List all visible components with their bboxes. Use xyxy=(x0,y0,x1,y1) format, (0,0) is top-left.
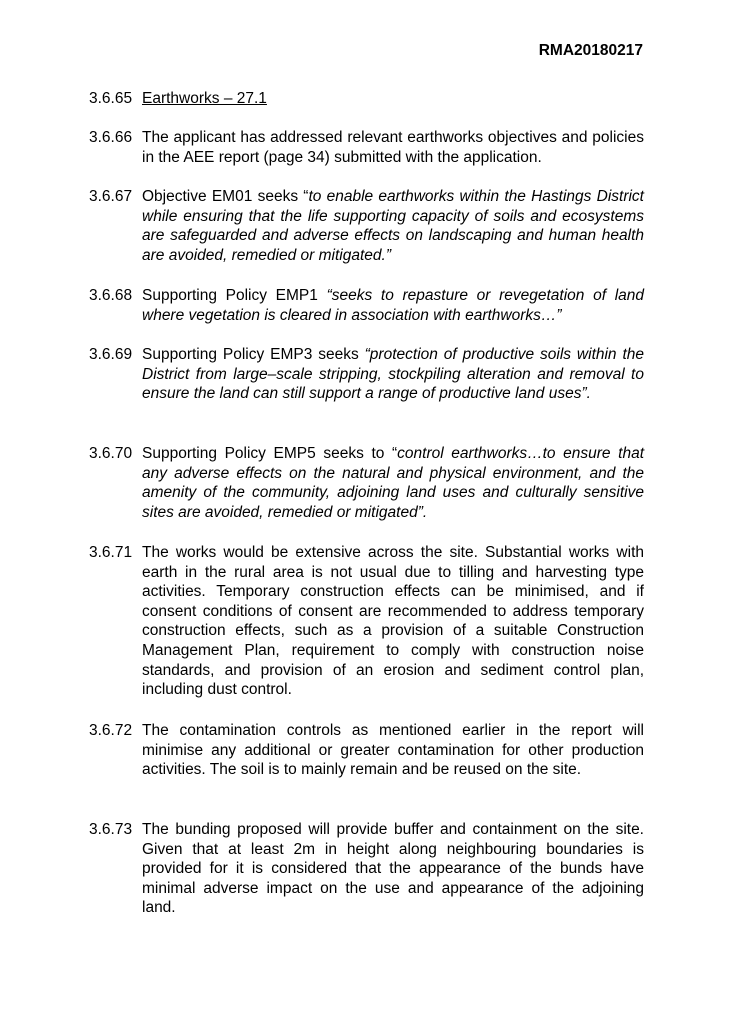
paragraph-number: 3.6.71 xyxy=(89,544,133,561)
paragraph-text: Objective EM01 seeks “ xyxy=(142,188,309,205)
paragraph-text: The bunding proposed will provide buffer and containment on the site. Given that at least 2m in height along neighbouring boundaries is provided for it is considered that the appearance of the bunds have minimal adverse impact on the use and appearance of the adjoining land. xyxy=(142,821,644,917)
paragraph-number: 3.6.70 xyxy=(89,445,133,462)
paragraph-text: Supporting Policy EMP1 xyxy=(142,287,327,304)
section-number: 3.6.65 xyxy=(89,90,133,107)
paragraph xyxy=(89,820,644,918)
paragraph xyxy=(89,345,644,404)
paragraph-text: The applicant has addressed relevant earthworks objectives and policies in the AEE report (page 34) submitted with the application. xyxy=(142,129,644,166)
section-heading xyxy=(89,89,644,109)
paragraph xyxy=(89,444,644,522)
quoted-text: control earthworks…to ensure that any adverse effects on the natural and physical environment, and the amenity of the community, adjoining land uses and culturally sensitive sites are avoided, remedied or mitigated”. xyxy=(142,445,645,521)
paragraph xyxy=(89,721,644,780)
paragraph-text: Supporting Policy EMP5 seeks to “ xyxy=(142,445,398,462)
paragraph-number: 3.6.68 xyxy=(89,287,133,304)
paragraph-number: 3.6.66 xyxy=(89,129,133,146)
paragraph-text: The contamination controls as mentioned earlier in the report will minimise any additional or greater contamination for other production activities. The soil is to mainly remain and be reused on the site. xyxy=(142,722,644,779)
paragraph-text: The works would be extensive across the site. Substantial works with earth in the rural area is not usual due to tilling and harvesting type activities. Temporary construction effects can be minimised, and if consent conditions of consent are recommended to address temporary construction effects, such as a provision of a suitable Construction Management Plan, requirement to comply with construction noise standards, and provision of an erosion and sediment control plan, including dust control. xyxy=(142,544,644,699)
paragraph xyxy=(89,286,644,325)
paragraph xyxy=(89,187,644,265)
paragraph-number: 3.6.67 xyxy=(89,188,133,205)
paragraph-number: 3.6.73 xyxy=(89,821,133,838)
quoted-text: to enable earthworks within the Hastings District while ensuring that the life supporting capacity of soils and ecosystems are safeguarded and adverse effects on landscaping and human health are avoided, remedied or mitigated.” xyxy=(142,188,644,264)
paragraph-text: Supporting Policy EMP3 seeks xyxy=(142,346,365,363)
paragraph-number: 3.6.72 xyxy=(89,722,133,739)
quoted-text: “protection of productive soils within the District from large–scale stripping, stockpiling alteration and removal to ensure the land can still support a range of productive land uses”. xyxy=(142,346,645,403)
paragraph xyxy=(89,543,644,700)
quoted-text: “seeks to repasture or revegetation of land where vegetation is cleared in association with earthworks…” xyxy=(142,287,644,324)
paragraph-number: 3.6.69 xyxy=(89,346,133,363)
section-title: Earthworks – 27.1 xyxy=(142,90,267,107)
paragraph xyxy=(89,128,644,167)
document-reference: RMA20180217 xyxy=(538,42,643,59)
